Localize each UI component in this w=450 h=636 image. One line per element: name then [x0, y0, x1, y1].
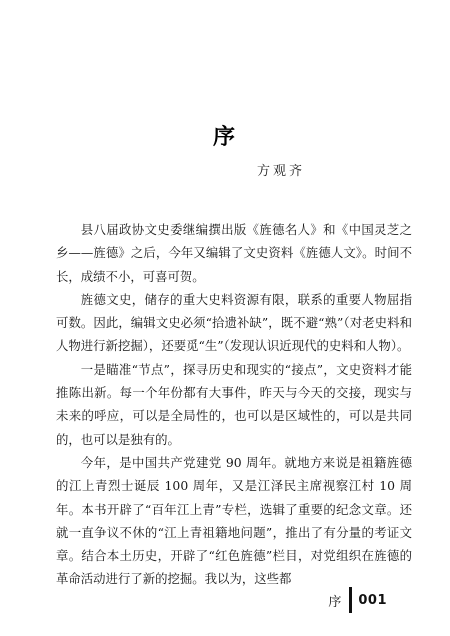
footer-divider: [349, 587, 352, 613]
paragraph-4: 今年，是中国共产党建党 90 周年。就地方来说是祖籍旌德的江上青烈士诞辰 100 周年，又是江泽民主席视察江村 10 周年。本书开辟了“百年江上青”专栏，选辑了重要的纪念文章。还就一直争议不休的“江上青祖籍地问题”，推出了有分量的考证文章。结合本土历史，开辟了“红色旌德”栏目，对党组织在旌德的革命活动进行了新的挖掘。我以为，这些都: [56, 454, 412, 587]
paragraph-1: 县八届政协文史委继编撰出版《旌德名人》和《中国灵芝之乡——旌德》之后，今年又编辑了文史资料《旌德人文》。时间不长，成绩不小，可喜可贺。: [56, 222, 412, 284]
paragraph-3: 一是瞄准“节点”，探寻历史和现实的“接点”，文史资料才能推陈出新。每一个年份都有大事件，昨天与今天的交接，现实与未来的呼应，可以是全局性的，也可以是区域性的，可以是共同的，也可以是独有的。: [56, 361, 412, 447]
page-footer: [328, 587, 387, 613]
page-number: 001: [358, 592, 387, 608]
page-title: 序: [212, 125, 237, 150]
footer-section-label: 序: [328, 594, 342, 610]
body-text: [56, 218, 412, 591]
author-name: 方观齐: [257, 164, 306, 179]
paragraph-2: 旌德文史，储存的重大史料资源有限，联系的重要人物屈指可数。因此，编辑文史必须“拾遗补缺”，既不避“熟”（对老史料和人物进行新挖掘），还要觅“生”（发现认识近现代的史料和人物）。: [56, 291, 412, 354]
